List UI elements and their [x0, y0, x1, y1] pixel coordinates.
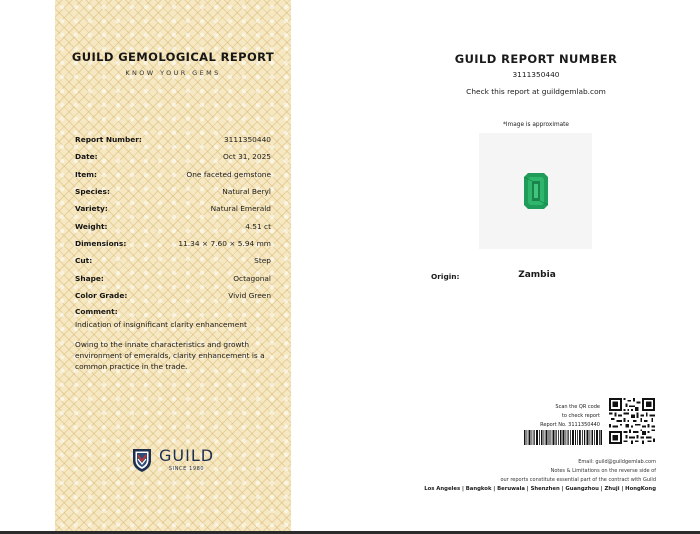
report-title: GUILD GEMOLOGICAL REPORT	[71, 50, 275, 64]
field-label: Date:	[75, 152, 98, 162]
field-cut	[75, 252, 271, 269]
footer-notes-1: Notes & Limitations on the reverse side of	[550, 468, 656, 474]
field-shape	[75, 269, 271, 286]
field-weight	[75, 217, 271, 234]
field-value: Octagonal	[233, 273, 271, 283]
logo-text	[159, 448, 214, 472]
field-value: Oct 31, 2025	[222, 152, 271, 162]
origin-label: Origin:	[431, 272, 460, 281]
field-label: Variety:	[75, 204, 108, 214]
scan-line-3: Report No. 3111350440	[540, 422, 600, 428]
comment-note: Owing to the innate characteristics and growth environment of emeralds, clarity enhancement is a common practice in the trade.	[75, 340, 265, 371]
field-label: Report Number:	[75, 135, 142, 145]
comment-label: Comment:	[75, 307, 118, 316]
origin-value: Zambia	[518, 270, 556, 280]
scan-line-2: to check report	[561, 413, 600, 419]
footer-email[interactable]: Email: guild@guildgemlab.com	[578, 459, 656, 465]
field-value: 11.34 × 7.60 × 5.94 mm	[178, 238, 271, 248]
report-footer	[380, 458, 656, 494]
footer-cities: Los Angeles | Bangkok | Beruwala | Shenzhen | Guangzhou | Zhuji | HongKong	[424, 486, 656, 492]
qr-code[interactable]	[609, 398, 655, 444]
gem-image	[479, 133, 592, 249]
logo-name: GUILD	[159, 446, 215, 465]
report-number-title: GUILD REPORT NUMBER	[454, 52, 618, 66]
field-value: One faceted gemstone	[186, 169, 271, 179]
check-report-link[interactable]: Check this report at guildgemlab.com	[466, 87, 606, 96]
logo-since: SINCE 1980	[168, 466, 205, 472]
barcode	[524, 430, 602, 445]
image-approx-note: *Image is approximate	[503, 122, 569, 128]
scan-line-1: Scan the QR code	[555, 404, 600, 410]
field-variety	[75, 200, 271, 217]
guild-logo	[131, 447, 214, 473]
field-label: Weight:	[75, 221, 108, 231]
report-left-panel	[55, 0, 291, 534]
field-species	[75, 183, 271, 200]
guild-shield-icon	[131, 447, 153, 473]
field-value: Natural Beryl	[222, 187, 271, 197]
field-label: Species:	[75, 187, 110, 197]
field-label: Item:	[75, 169, 97, 179]
field-label: Cut:	[75, 256, 93, 266]
footer-notes-2: our reports constitute essential part of the contract with Guild	[500, 477, 656, 483]
field-label: Dimensions:	[75, 238, 127, 248]
field-label: Shape:	[75, 273, 104, 283]
field-value: Natural Emerald	[210, 204, 271, 214]
scan-instructions	[520, 403, 600, 430]
field-color-grade	[75, 287, 271, 304]
field-value: Step	[254, 256, 271, 266]
field-dimensions	[75, 235, 271, 252]
field-report-number	[75, 131, 271, 148]
report-subtitle: KNOW YOUR GEMS	[125, 69, 221, 77]
emerald-gem-icon	[524, 173, 548, 209]
field-date	[75, 148, 271, 165]
report-number-value: 3111350440	[512, 70, 560, 79]
field-value: 4.51 ct	[245, 221, 271, 231]
comment-text: Indication of insignificant clarity enhancement	[75, 320, 247, 329]
field-value: 3111350440	[223, 135, 271, 145]
field-item	[75, 166, 271, 183]
field-label: Color Grade:	[75, 290, 128, 300]
report-fields	[75, 131, 271, 304]
field-value: Vivid Green	[228, 290, 271, 300]
